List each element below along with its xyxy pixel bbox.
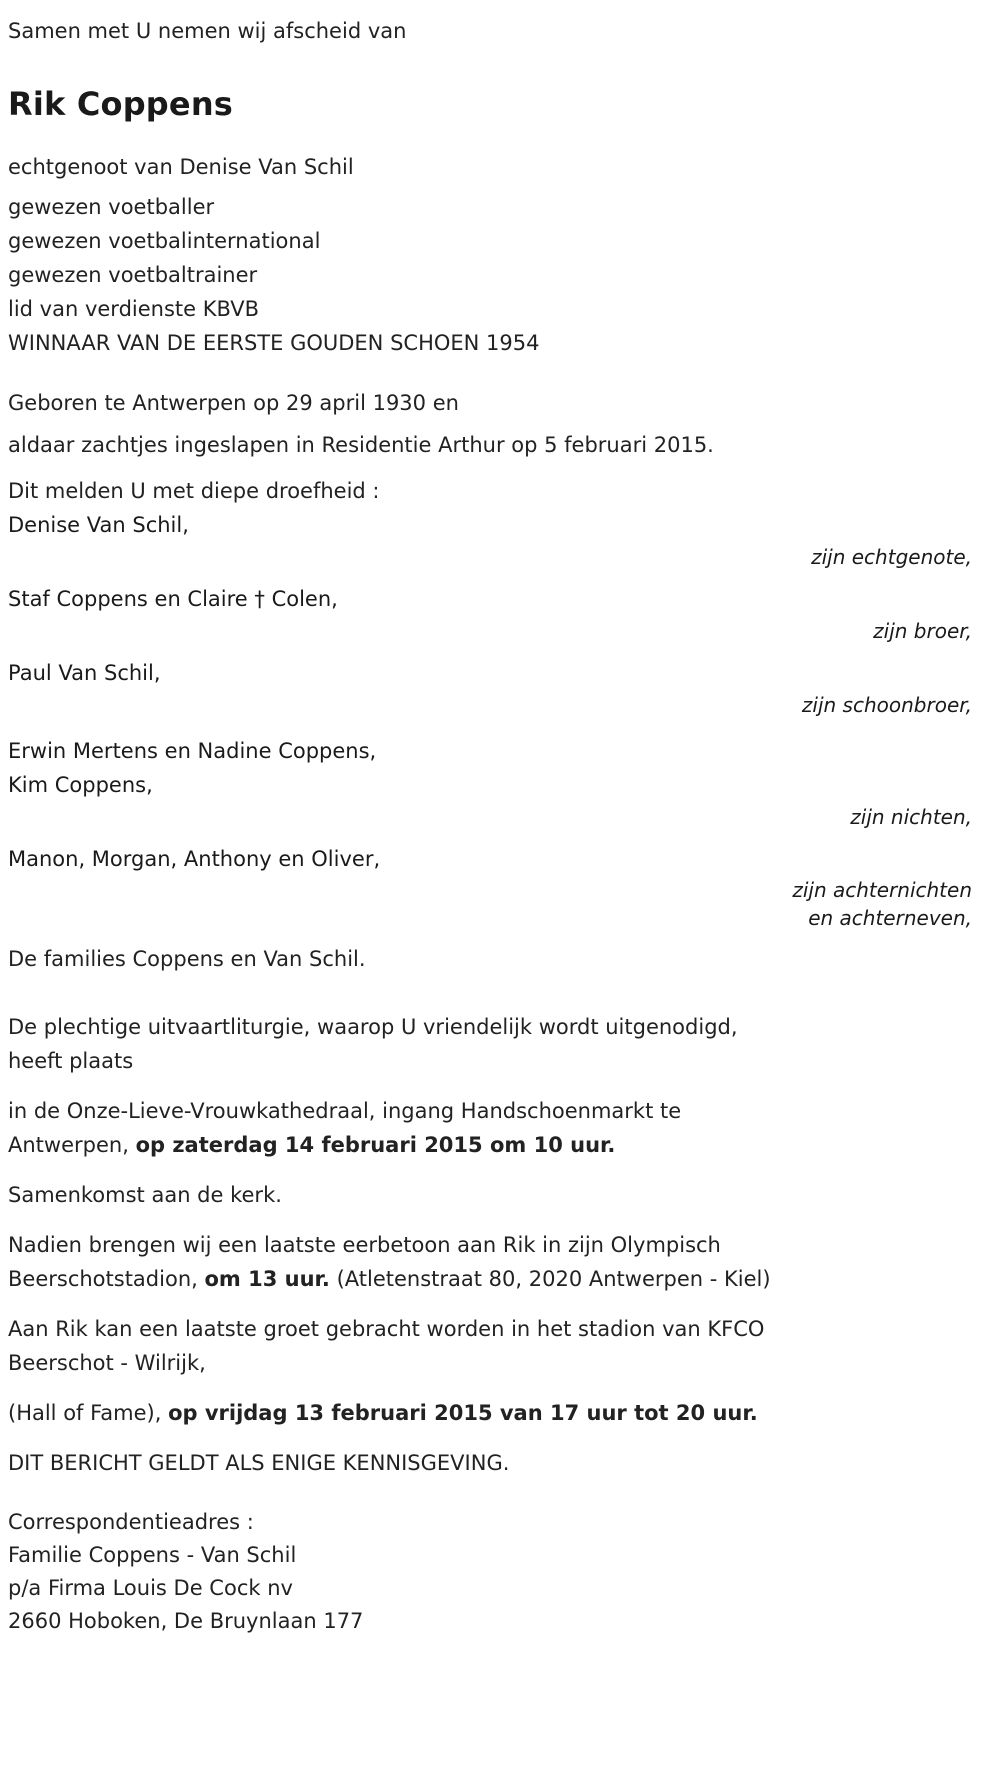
visitation-line-3 [8,1396,974,1430]
service-line-1: De plechtige uitvaartliturgie, waarop U vriendelijk wordt uitgenodigd, [8,1015,738,1039]
spacer [8,132,974,150]
intro-text: Samen met U nemen wij afscheid van [8,19,407,43]
family-member-relation: zijn broer, [873,619,972,643]
gathering-block [8,1178,974,1212]
family-row [8,768,974,832]
announcement-line: Dit melden U met diepe droefheid : [8,479,380,503]
visitation-hall-prefix: (Hall of Fame), [8,1401,169,1425]
notice-line: DIT BERICHT GELDT ALS ENIGE KENNISGEVING. [8,1451,510,1475]
descriptor-kbvb-member: lid van verdienste KBVB [8,297,260,321]
family-row [8,508,974,572]
correspondence-block [8,1506,974,1638]
family-member-name: Paul Van Schil, [8,661,161,685]
service-datetime-bold: op zaterdag 14 februari 2015 om 10 uur. [135,1133,616,1157]
visitation-datetime-bold: op vrijdag 13 februari 2015 van 17 uur tot 20 uur. [168,1401,758,1425]
spacer [8,462,974,474]
family-row [8,734,974,768]
family-list [8,508,974,976]
descriptor-footballer: gewezen voetballer [8,195,215,219]
spacer [8,1480,974,1506]
family-member-relation: zijn echtgenote, [811,545,972,569]
family-member-relation-continued: en achterneven, [808,906,972,930]
service-location-block [8,1094,974,1162]
spacer [8,646,974,656]
service-datetime-line [8,1128,974,1162]
tribute-address: (Atletenstraat 80, 2020 Antwerpen - Kiel) [329,1267,771,1291]
spacer [8,720,974,734]
descriptor-international: gewezen voetbalinternational [8,229,321,253]
spacer [8,420,974,428]
tribute-line-2 [8,1262,974,1296]
family-member-relation: zijn achternichten [792,878,972,902]
descriptor-spouse: echtgenoot van Denise Van Schil [8,155,354,179]
deceased-name: Rik Coppens [8,85,234,123]
spacer [8,832,974,842]
service-location-line: in de Onze-Lieve-Vrouwkathedraal, ingang Handschoenmarkt te [8,1099,682,1123]
family-member-name: Erwin Mertens en Nadine Coppens, [8,739,377,763]
family-member-name: Staf Coppens en Claire † Colen, [8,587,338,611]
death-line: aldaar zachtjes ingeslapen in Residentie Arthur op 5 februari 2015. [8,433,714,457]
descriptor-golden-shoe: WINNAAR VAN DE EERSTE GOUDEN SCHOEN 1954 [8,331,540,355]
correspondence-heading: Correspondentieadres : [8,1510,254,1534]
visitation-hours-block [8,1396,974,1430]
birth-death-block [8,386,974,462]
family-row [8,582,974,646]
family-member-name: Manon, Morgan, Anthony en Oliver, [8,847,381,871]
spacer [8,932,974,942]
family-member-relation: zijn schoonbroer, [801,693,972,717]
descriptor-list [8,150,974,360]
spacer [8,976,974,1010]
family-row [8,656,974,720]
birth-line: Geboren te Antwerpen op 29 april 1930 en [8,391,459,415]
family-row [8,842,974,932]
tribute-line-1: Nadien brengen wij een laatste eerbetoon aan Rik in zijn Olympisch [8,1233,721,1257]
visitation-block [8,1312,974,1380]
service-datetime-prefix: Antwerpen, [8,1133,136,1157]
visitation-line-1: Aan Rik kan een laatste groet gebracht worden in het stadion van KFCO [8,1317,765,1341]
spacer [8,572,974,582]
tribute-time-bold: om 13 uur. [204,1267,330,1291]
tribute-block [8,1228,974,1296]
gathering-line: Samenkomst aan de kerk. [8,1183,282,1207]
visitation-line-2: Beerschot - Wilrijk, [8,1351,206,1375]
descriptor-coach: gewezen voetbaltrainer [8,263,258,287]
notice-block [8,1446,974,1480]
families-line: De families Coppens en Van Schil. [8,947,366,971]
family-member-name: Kim Coppens, [8,773,153,797]
tribute-prefix: Beerschotstadion, [8,1267,205,1291]
family-member-relation: zijn nichten, [850,805,972,829]
service-block [8,1010,974,1078]
correspondence-address: 2660 Hoboken, De Bruynlaan 177 [8,1609,364,1633]
correspondence-company: p/a Firma Louis De Cock nv [8,1576,293,1600]
correspondence-family: Familie Coppens - Van Schil [8,1543,297,1567]
service-line-2: heeft plaats [8,1049,134,1073]
spacer [8,360,974,386]
family-member-name: Denise Van Schil, [8,513,189,537]
